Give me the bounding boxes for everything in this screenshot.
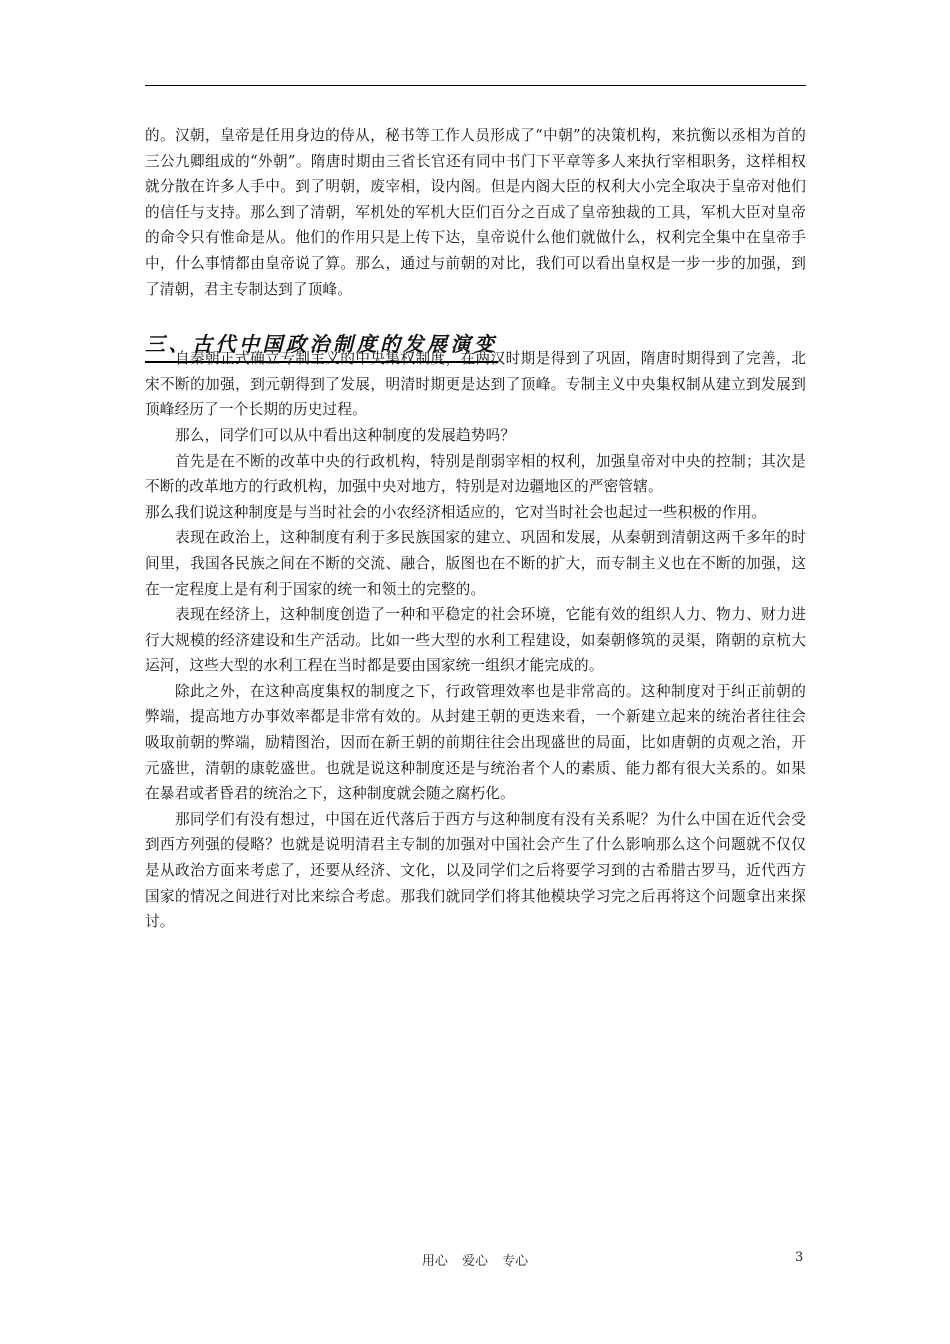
header-rule (145, 85, 806, 86)
footer-motto: 用心 爱心 专心 (421, 1254, 529, 1269)
section-heading: 三、古代中国政治制度的发展演变 (145, 327, 498, 363)
paragraph-economy-fit: 那么我们说这种制度是与当时社会的小农经济相适应的，它对当时社会也起过一些积极的作用。 (145, 503, 767, 521)
paragraph-economics: 表现在经济上，这种制度创造了一种和平稳定的社会环境，它能有效的组织人力、物力、财力进行大规模的经济建设和生产活动。比如一些大型的水利工程建设，如秦朝修筑的灵渠，隋朝的京杭大运河，这些大型的水利工程在当时都是要由国家统一组织才能完成的。 (145, 606, 806, 675)
page-content (145, 123, 806, 935)
paragraph-question: 那么，同学们可以从中看出这种制度的发展趋势吗？ (175, 426, 516, 444)
paragraph-efficiency: 除此之外，在这种高度集权的制度之下，行政管理效率也是非常高的。这种制度对于纠正前朝的弊端，提高地方办事效率都是非常有效的。从封建王朝的更迭来看，一个新建立起来的统治者往往会吸取前朝的弊端，励精图治，因而在新王朝的前期往往会出现盛世的局面，比如唐朝的贞观之治，开元盛世，清朝的康乾盛世。也就是说这种制度还是与统治者个人的素质、能力都有很大关系的。如果在暴君或者昏君的统治之下，这种制度就会随之腐朽化。 (145, 682, 806, 803)
intro-paragraph: 的。汉朝，皇帝是任用身边的侍从，秘书等工作人员形成了“中朝”的决策机构，来抗衡以丞相为首的三公九卿组成的“外朝”。隋唐时期由三省长官还有同中书门下平章等多人来执行宰相职务，这样相权就分散在许多人手中。到了明朝，废宰相，设内阁。但是内阁大臣的权利大小完全取决于皇帝对他们的信任与支持。那么到了清朝，军机处的军机大臣们百分之百成了皇帝独裁的工具，军机大臣对皇帝的命令只有惟命是从。他们的作用只是上传下达，皇帝说什么他们就做什么，权利完全集中在皇帝手中，什么事情都由皇帝说了算。那么，通过与前朝的对比，我们可以看出皇权是一步一步的加强，到了清朝，君主专制达到了顶峰。 (145, 127, 806, 298)
paragraph-politics: 表现在政治上，这种制度有利于多民族国家的建立、巩固和发展，从秦朝到清朝这两千多年的时间里，我国各民族之间在不断的交流、融合，版图也在不断的扩大，而专制主义也在不断的加强，这在一定程度上是有利于国家的统一和领土的完整的。 (145, 529, 806, 598)
page-number: 3 (795, 1250, 804, 1265)
section-heading-wrap (145, 302, 806, 357)
paragraph-trend: 首先是在不断的改革中央的行政机构，特别是削弱宰相的权利，加强皇帝对中央的控制；其次是不断的改革地方的行政机构，加强中央对地方，特别是对边疆地区的严密管辖。 (145, 452, 806, 496)
paragraph-origin: 自秦朝正式确立专制主义的中央集权制度，在两汉时期是得到了巩固，隋唐时期得到了完善，北宋不断的加强，到元朝得到了发展，明清时期更是达到了顶峰。专制主义中央集权制从建立到发展到顶峰经历了一个长期的历史过程。 (145, 350, 806, 419)
paragraph-reflection: 那同学们有没有想过，中国在近代落后于西方与这种制度有没有关系呢？为什么中国在近代会受到西方列强的侵略？也就是说明清君主专制的加强对中国社会产生了什么影响那么这个问题就不仅仅是从政治方面来考虑了，还要从经济、文化，以及同学们之后将要学习到的古希腊古罗马，近代西方国家的情况之间进行对比来综合考虑。那我们就同学们将其他模块学习完之后再将这个问题拿出来探讨。 (145, 810, 806, 931)
